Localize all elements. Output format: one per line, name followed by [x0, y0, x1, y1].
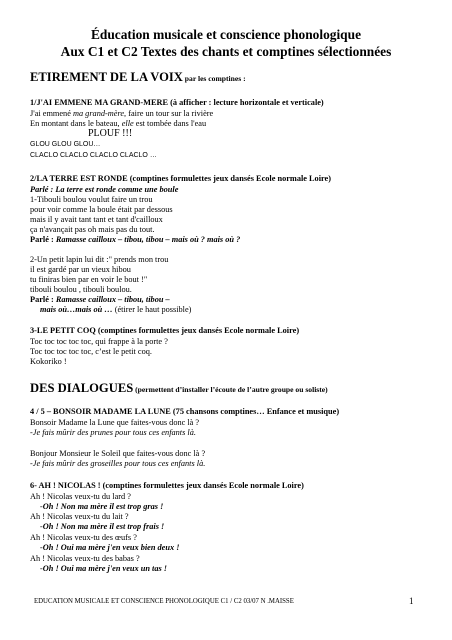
song-1-line: GLOU GLOU GLOU…: [30, 141, 101, 148]
song-1-line: [30, 109, 213, 119]
song-3-line: Kokoriko !: [30, 357, 67, 366]
song-2-line: pour voir comme la boule était par dessous: [30, 205, 173, 214]
song-3-heading: 3-LE PETIT COQ (comptines formulettes jeux dansés Ecole normale Loire): [30, 326, 300, 335]
page-footer: EDUCATION MUSICALE ET CONSCIENCE PHONOLOGIQUE C1 / C2 03/07 N .MAISSE: [34, 598, 294, 605]
section-heading-voice: [30, 70, 246, 85]
song-4-heading: 4 / 5 – BONSOIR MADAME LA LUNE (75 chansons comptines… Enfance et musique): [30, 407, 340, 416]
song-2-line: tibouli boulou , tibouli boulou.: [30, 285, 132, 294]
song-2-heading: 2/LA TERRE EST RONDE (comptines formulettes jeux dansés Ecole normale Loire): [30, 174, 331, 183]
text-run: Ramasse cailloux – tibou, tibou – mais où ? mais où ?: [55, 235, 241, 244]
song-4-line: Bonjour Monsieur le Soleil que faites-vous donc là ?: [30, 449, 206, 458]
song-1-line: PLOUF !!!: [88, 128, 133, 139]
song-2-line: 1-Tibouli boulou voulut faire un trou: [30, 195, 153, 204]
text-run: est tombée dans l'eau: [133, 119, 207, 128]
song-6-line: -Oh ! Oui ma mère j'en veux bien deux !: [40, 543, 180, 552]
section-heading-note: par les comptines :: [182, 74, 246, 83]
text-run: En montant dans le bateau,: [30, 119, 122, 128]
text-run: J'ai emmené: [30, 109, 73, 118]
song-4-line: -Je fais mûrir des groseilles pour tous ces enfants là.: [30, 459, 206, 468]
text-run: , faire un tour sur la rivière: [124, 109, 214, 118]
song-4-line: -Je fais mûrir des prunes pour tous ces enfants là.: [30, 428, 196, 437]
song-3-line: Toc toc toc toc toc, c’est le petit coq.: [30, 347, 152, 356]
text-run: (étirer le haut possible): [112, 305, 192, 314]
text-run: Parlé :: [30, 295, 56, 304]
song-6-line: Ah ! Nicolas veux-tu des œufs ?: [30, 533, 137, 542]
section-heading-dialogues: [30, 381, 328, 396]
song-2-line: [40, 305, 191, 315]
song-2-line: il est gardé par un vieux hibou: [30, 265, 131, 274]
song-3-line: Toc toc toc toc toc, qui frappe à la porte ?: [30, 337, 168, 346]
section-heading-text: ETIREMENT DE LA VOIX: [30, 70, 183, 84]
document-title-line-1: Éducation musicale et conscience phonologique: [90, 27, 362, 42]
song-6-line: -Oh ! Non ma mère il est trop gras !: [40, 502, 164, 511]
song-1-line: CLACLO CLACLO CLACLO CLACLO …: [30, 152, 157, 159]
song-4-line: Bonsoir Madame la Lune que faites-vous donc là ?: [30, 418, 200, 427]
song-6-line: Ah ! Nicolas veux-tu du lard ?: [30, 492, 131, 501]
song-2-line: [30, 295, 170, 305]
song-2-line: ça n'avançait pas oh mais pas du tout.: [30, 225, 155, 234]
song-6-line: -Oh ! Oui ma mère j'en veux un tas !: [40, 564, 168, 573]
song-2-line: 2-Un petit lapin lui dit :" prends mon trou: [30, 255, 169, 264]
page-number: 1: [409, 596, 414, 606]
song-2-line: mais il y avait tant tant et tant d'cailloux: [30, 215, 163, 224]
text-run: elle: [121, 119, 134, 128]
song-2-line: [30, 235, 240, 245]
text-run: Parlé :: [30, 235, 56, 244]
section-heading-text: DES DIALOGUES: [30, 381, 134, 395]
song-6-line: Ah ! Nicolas veux-tu du lait ?: [30, 512, 129, 521]
document-title-line-2: Aux C1 et C2 Textes des chants et comptines sélectionnées: [60, 44, 392, 59]
song-6-line: -Oh ! Non ma mère il est trop frais !: [40, 522, 165, 531]
text-run: Ramasse cailloux – tibou, tibou –: [55, 295, 170, 304]
section-heading-note: (permettent d’installer l’écoute de l’autre groupe ou soliste): [133, 385, 328, 394]
text-run: mais où…mais où …: [40, 305, 113, 314]
text-run: ma grand-mère: [72, 109, 125, 118]
song-1-heading: 1/J'AI EMMENE MA GRAND-MERE (à afficher : lecture horizontale et verticale): [30, 98, 324, 107]
song-2-line: tu finiras bien par en voir le bout !": [30, 275, 148, 284]
song-6-heading: 6- AH ! NICOLAS ! (comptines formulettes jeux dansés Ecole normale Loire): [30, 481, 304, 490]
song-6-line: Ah ! Nicolas veux-tu des babas ?: [30, 554, 140, 563]
song-2-line: Parlé : La terre est ronde comme une boule: [30, 185, 179, 194]
